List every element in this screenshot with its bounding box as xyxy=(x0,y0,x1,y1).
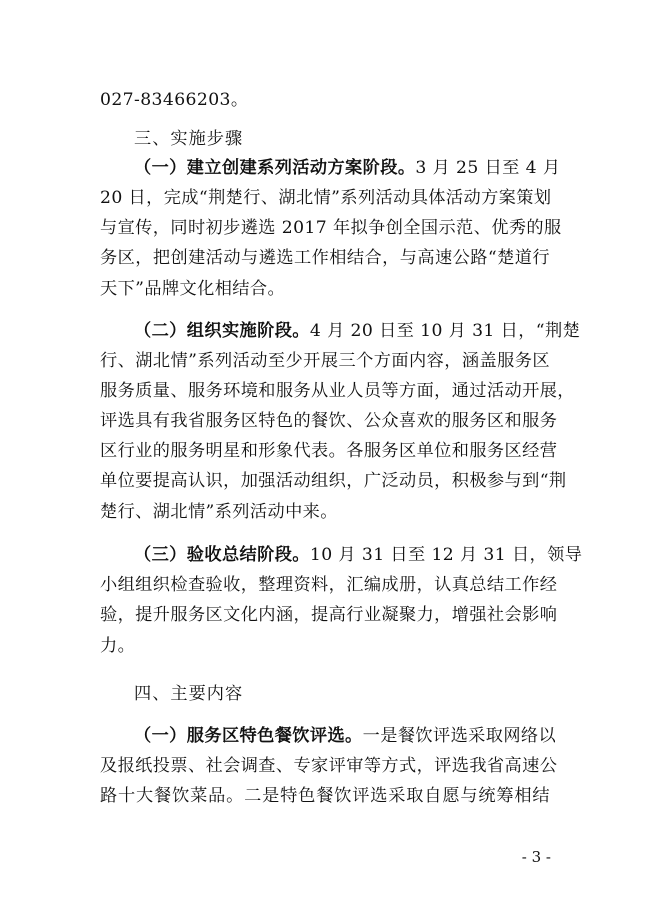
body-line: 天下”品牌文化相结合。 xyxy=(100,279,286,299)
body-line: 单位要提高认识，加强活动组织，广泛动员，积极参与到“荆 xyxy=(100,471,567,491)
body-line: 与宣传，同时初步遴选 2017 年拟争创全国示范、优秀的服 xyxy=(100,218,562,238)
body-line: 力。 xyxy=(100,636,136,656)
subsection-title: （二）组织实施阶段。 xyxy=(134,321,310,341)
section-heading: 三、实施步骤 xyxy=(134,129,244,149)
page-number: - 3 - xyxy=(521,848,551,866)
body-line: 服务质量、服务环境和服务从业人员等方面，通过活动开展， xyxy=(100,381,575,401)
subsection-title: （一）服务区特色餐饮评选。 xyxy=(134,726,363,746)
body-line: 验，提升服务区文化内涵，提高行业凝聚力，增强社会影响 xyxy=(100,605,558,625)
body-line: 务区，把创建活动与遴选工作相结合，与高速公路“楚道行 xyxy=(100,248,550,268)
body-line: 小组组织检查验收，整理资料，汇编成册，认真总结工作经 xyxy=(100,575,558,595)
subsection-line: （一）服务区特色餐饮评选。一是餐饮评选采取网络以 xyxy=(134,726,557,746)
body-line: 路十大餐饮菜品。二是特色餐饮评选采取自愿与统筹相结 xyxy=(100,786,550,806)
subsection-line: （一）建立创建系列活动方案阶段。3 月 25 日至 4 月 xyxy=(134,158,561,178)
body-line: 区行业的服务明星和形象代表。各服务区单位和服务区经营 xyxy=(100,441,558,461)
body-line: 及报纸投票、社会调查、专家评审等方式，评选我省高速公 xyxy=(100,756,558,776)
section-heading: 四、主要内容 xyxy=(134,684,244,704)
subsection-title: （三）验收总结阶段。 xyxy=(134,545,310,565)
subsection-title: （一）建立创建系列活动方案阶段。 xyxy=(134,158,416,178)
subsection-line: （三）验收总结阶段。10 月 31 日至 12 月 31 日，领导 xyxy=(134,545,583,565)
body-line: 评选具有我省服务区特色的餐饮、公众喜欢的服务区和服务 xyxy=(100,411,558,431)
body-line: 楚行、湖北情”系列活动中来。 xyxy=(100,502,338,522)
body-line: 20 日，完成“荆楚行、湖北情”系列活动具体活动方案策划 xyxy=(100,188,552,208)
body-line: 027-83466203。 xyxy=(100,90,249,110)
body-line: 行、湖北情”系列活动至少开展三个方面内容，涵盖服务区 xyxy=(100,351,550,371)
subsection-line: （二）组织实施阶段。4 月 20 日至 10 月 31 日，“荆楚 xyxy=(134,321,581,341)
